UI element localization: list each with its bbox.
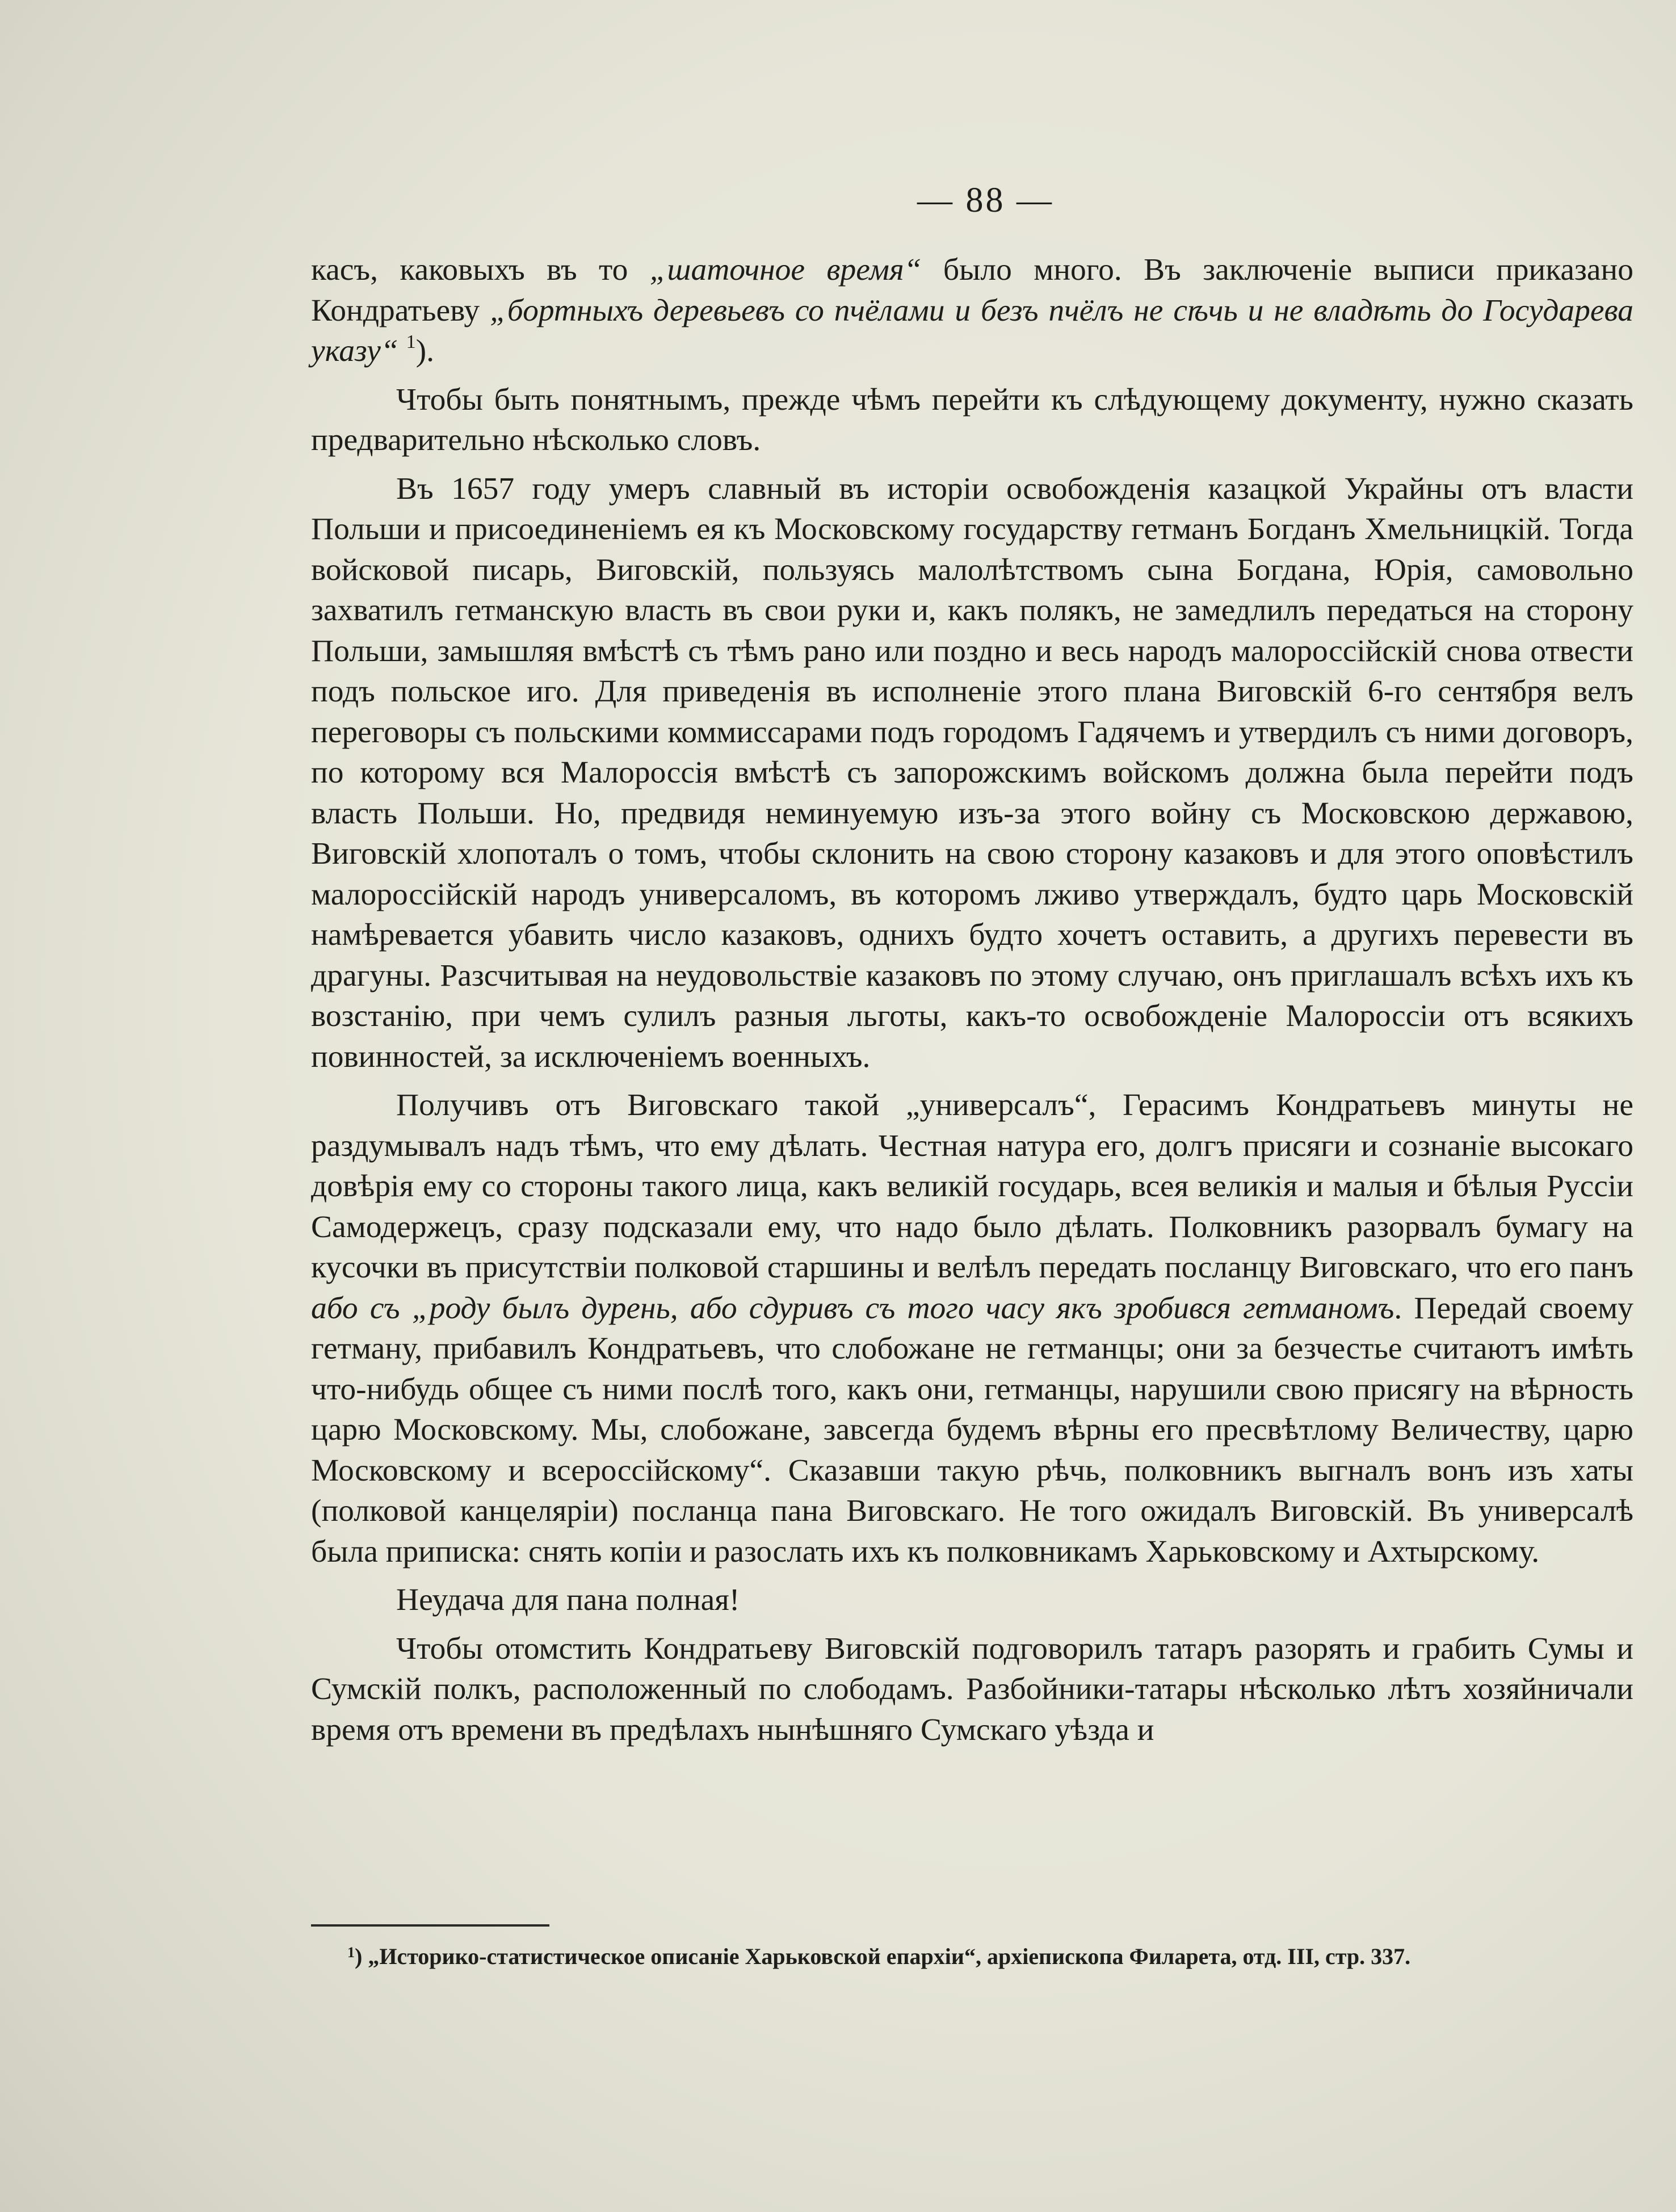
paragraph-2: Чтобы быть понятнымъ, прежде чѣмъ перейти къ слѣдующему документу, нужно сказать предварительно нѣсколько словъ. — [311, 382, 1633, 457]
paragraph-5: Неудача для пана полная! — [396, 1583, 740, 1617]
footnote — [311, 1940, 1633, 1976]
paragraph-6: Чтобы отомстить Кондратьеву Виговскій подговорилъ татаръ разорять и грабить Сумы и Сумскій полкъ, расположенный по слободамъ. Разбойники-татары нѣсколько лѣтъ хозяйничали время отъ времени въ предѣлахъ нынѣшняго Сумскаго уѣзда и — [311, 1631, 1633, 1747]
paragraph-1 — [311, 250, 1633, 372]
p1-italic-2: „бортныхъ деревьевъ со пчёлами и безъ пчёлъ не сѣчь и не владѣть до Государева указу“ — [311, 293, 1633, 368]
p1-text-2: было много. Въ заключеніе выписи приказано Кондратьеву — [311, 253, 1633, 328]
p4-text-2: . Передай своему гетману, прибавилъ Кондратьевъ, что слобожане не гетманцы; они за безчестье считаютъ имѣть что-нибудь общее съ ними послѣ того, какъ они, гетманцы, нарушили свою присягу на вѣрность царю Московскому. Мы, слобожане, завсегда будемъ вѣрны его пресвѣтлому Величеству, царю Московскому и всероссійскому“. Сказавши такую рѣчь, полковникъ выгналъ вонъ изъ хаты (полковой канцеляріи) посланца пана Виговскаго. Не того ожидалъ Виговскій. Въ универсалѣ была приписка: снять копіи и разослать ихъ къ полковникамъ Харьковскому и Ахтырскому. — [311, 1290, 1633, 1569]
p4-text-1: Получивъ отъ Виговскаго такой „универсалъ“, Герасимъ Кондратьевъ минуты не раздумывалъ надъ тѣмъ, что ему дѣлать. Честная натура его, долгъ присяги и сознаніе высокаго довѣрія ему со стороны такого лица, какъ великій государь, всея великія и малыя и бѣлыя Руссіи Самодержецъ, сразу подсказали ему, что надо было дѣлать. Полковникъ разорвалъ бумагу на кусочки въ присутствіи полковой старшины и велѣлъ передать посланцу Виговскаго, что его панъ — [311, 1088, 1633, 1285]
p1-italic-1: „шаточное время“ — [649, 253, 922, 287]
paragraph-4 — [311, 1085, 1633, 1572]
p1-text-3 — [398, 334, 406, 368]
footnote-text: ) „Историко-статистическое описаніе Харьковской епархіи“, архіепископа Филарета, отд. III, стр. 337. — [355, 1944, 1411, 1969]
footnote-divider — [311, 1924, 549, 1927]
main-text — [311, 250, 1633, 1750]
footnote-reference: 1 — [406, 331, 416, 352]
p1-text-4: ). — [415, 334, 434, 368]
paragraph-3: Въ 1657 году умеръ славный въ исторіи освобожденія казацкой Украйны отъ власти Польши и присоединеніемъ ея къ Московскому государству гетманъ Богданъ Хмельницкій. Тогда войсковой писарь, Виговскій, пользуясь малолѣтствомъ сына Богдана, Юрія, самовольно захватилъ гетманскую власть въ свои руки и, какъ полякъ, не замедлилъ передаться на сторону Польши, замышляя вмѣстѣ съ тѣмъ рано или поздно и весь народъ малороссійскій снова отвести подъ польское иго. Для приведенія въ исполненіе этого плана Виговскій 6-го сентября велъ переговоры съ польскими коммиссарами подъ городомъ Гадячемъ и утвердилъ съ ними договоръ, по которому вся Малороссія вмѣстѣ съ запорожскимъ войскомъ должна была перейти подъ власть Польши. Но, предвидя неминуемую изъ-за этого войну съ Московскою державою, Виговскій хлопоталъ о томъ, чтобы склонить на свою сторону казаковъ и для этого оповѣстилъ малороссійскій народъ универсаломъ, въ которомъ лживо утверждалъ, будто царь Московскій намѣревается убавить число казаковъ, однихъ будто хочетъ оставить, а другихъ перевести въ драгуны. Разсчитывая на неудовольствіе казаковъ по этому случаю, онъ приглашалъ всѣхъ ихъ къ возстанію, при чемъ сулилъ разныя льготы, какъ-то освобожденіе Малороссіи отъ всякихъ повинностей, за исключеніемъ военныхъ. — [311, 471, 1633, 1074]
page-number: — 88 — — [917, 181, 1054, 220]
footnote-mark: 1 — [347, 1944, 355, 1961]
footnote-1 — [311, 1940, 1633, 1976]
p4-italic-1: або съ „роду былъ дурень, або сдуривъ съ того часу якъ зробився гетманомъ — [311, 1290, 1394, 1326]
p1-text-1: касъ, каковыхъ въ то — [311, 253, 650, 287]
